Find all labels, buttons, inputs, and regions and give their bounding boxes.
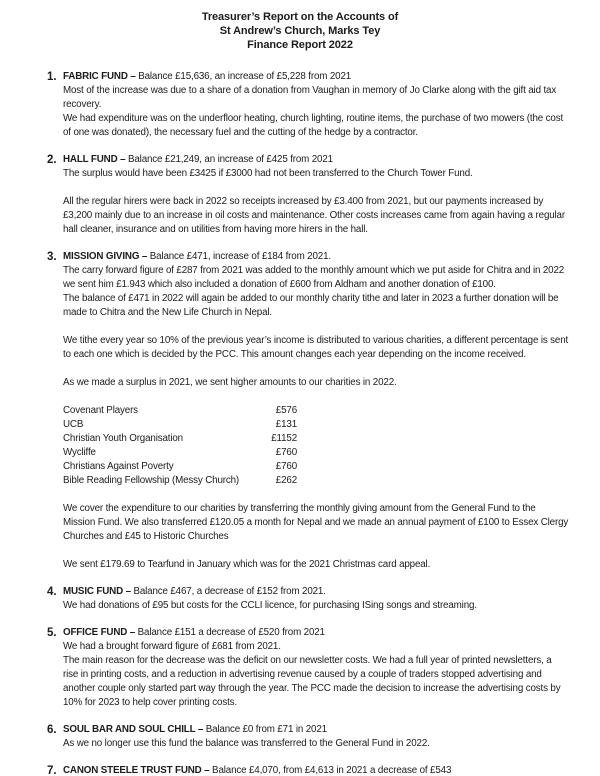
section-office-fund <box>47 626 570 710</box>
section-number: 5. <box>47 627 57 639</box>
paragraph: The main reason for the decrease was the deficit on our newsletter costs. We had a full year of printed newsletters, a rise in printing costs, and a reduction in advertising revenue caused by a couple of traders stopped advertising and another couple only started part way through the year. The PCC made the decision to increase the advertising costs by 10% for 2023 to help cover printing costs. <box>63 655 561 708</box>
section-heading-rest: Balance £467, a decrease of £152 from 2021. <box>130 586 326 597</box>
charity-name: Covenant Players <box>63 405 138 416</box>
section-soul-bar <box>47 723 570 751</box>
section-number: 2. <box>47 154 57 166</box>
section-number: 7. <box>47 765 57 776</box>
charity-amount: £131 <box>275 419 297 430</box>
paragraph: We had a brought forward figure of £681 from 2021. <box>63 641 281 652</box>
section-heading-bold: MUSIC FUND – <box>63 586 131 597</box>
section-heading-rest: Balance £15,636, an increase of £5,228 from 2021 <box>135 71 352 82</box>
section-heading <box>63 585 569 599</box>
section-heading <box>63 70 569 84</box>
title-line-1: Treasurer’s Report on the Accounts of <box>201 11 399 23</box>
charity-row <box>63 460 297 474</box>
section-heading <box>63 764 569 776</box>
section-hall-fund <box>47 153 570 237</box>
section-heading-rest: Balance £151 a decrease of £520 from 2021 <box>135 627 325 638</box>
charity-row <box>63 432 297 446</box>
title-line-3: Finance Report 2022 <box>247 39 353 51</box>
charity-name: Christian Youth Organisation <box>63 433 183 444</box>
section-number: 3. <box>47 251 57 263</box>
section-heading <box>63 626 569 640</box>
charity-name: Christians Against Poverty <box>63 461 174 472</box>
title-line-2: St Andrew’s Church, Marks Tey <box>219 25 381 37</box>
section-number: 6. <box>47 724 57 736</box>
section-heading-bold: FABRIC FUND – <box>63 71 136 82</box>
charity-row <box>63 474 297 488</box>
charity-amount: £1152 <box>271 433 297 444</box>
report-title <box>0 0 600 52</box>
charity-name: UCB <box>63 419 84 430</box>
section-heading-bold: HALL FUND – <box>63 154 126 165</box>
section-fabric-fund <box>47 70 570 140</box>
section-music-fund <box>47 585 570 613</box>
report-content <box>0 52 600 776</box>
paragraph: Most of the increase was due to a share of a donation from Vaughan in memory of Jo Clarke along with the gift aid tax recovery. <box>63 85 557 110</box>
section-heading-bold: CANON STEELE TRUST FUND – <box>63 765 210 776</box>
paragraph: The balance of £471 in 2022 will again be added to our monthly charity tithe and later in 2023 a further donation will be made to Chitra and the New Life Church in Nepal. <box>63 293 559 318</box>
charity-row <box>63 418 297 432</box>
section-heading-bold: MISSION GIVING – <box>63 251 148 262</box>
charity-row <box>63 404 297 418</box>
charity-name: Wycliffe <box>63 447 96 458</box>
paragraph: The surplus would have been £3425 if £3000 had not been transferred to the Church Tower Fund. <box>63 168 473 179</box>
section-heading <box>63 153 569 167</box>
charity-amount: £760 <box>275 447 297 458</box>
paragraph: We had donations of £95 but costs for the CCLI licence, for purchasing ISing songs and streaming. <box>63 600 477 611</box>
charity-amount: £760 <box>275 461 297 472</box>
paragraph: As we no longer use this fund the balance was transferred to the General Fund in 2022. <box>63 738 430 749</box>
paragraph: We had expenditure was on the underfloor heating, church lighting, routine items, the purchase of two mowers (the cost of one was donated), the necessary fuel and the cutting of the hedge by a contractor. <box>63 113 564 138</box>
section-heading-rest: Balance £21,249, an increase of £425 from 2021 <box>125 154 333 165</box>
section-heading-rest: Balance £471, increase of £184 from 2021. <box>147 251 331 262</box>
section-heading <box>63 250 569 264</box>
paragraph: All the regular hirers were back in 2022 so receipts increased by £3.400 from 2021, but our payments increased by £3,200 mainly due to an increase in oil costs and maintenance. Other costs increases came from again having a regular hall cleaner, insurance and on utilities from having more hirers in the hall. <box>63 196 565 235</box>
paragraph: We sent £179.69 to Tearfund in January which was for the 2021 Christmas card appeal. <box>63 559 431 570</box>
section-heading-bold: OFFICE FUND – <box>63 627 136 638</box>
section-heading-rest: Balance £0 from £71 in 2021 <box>203 724 327 735</box>
section-mission-giving <box>47 250 570 572</box>
section-number: 1. <box>47 71 57 83</box>
section-heading-rest: Balance £4,070, from £4,613 in 2021 a decrease of £543 <box>209 765 452 776</box>
paragraph: We cover the expenditure to our charities by transferring the monthly giving amount from the General Fund to the Mission Fund. We also transferred £120.05 a month for Nepal and we made an annual payment of £100 to Essex Clergy Churches and £45 to Historic Churches <box>63 503 569 542</box>
paragraph: The carry forward figure of £287 from 2021 was added to the monthly amount which we put aside for Chitra and in 2022 we sent him £1.943 which also included a donation of £600 from Aldham and another donation of £100. <box>63 265 565 290</box>
paragraph: We tithe every year so 10% of the previous year’s income is distributed to various charities, a different percentage is sent to each one which is decided by the PCC. This amount changes each year depending on the income received. <box>63 335 569 360</box>
paragraph: As we made a surplus in 2021, we sent higher amounts to our charities in 2022. <box>63 377 397 388</box>
section-heading-bold: SOUL BAR AND SOUL CHILL – <box>63 724 204 735</box>
charity-row <box>63 446 297 460</box>
charity-table <box>63 404 297 488</box>
section-heading <box>63 723 569 737</box>
charity-name: Bible Reading Fellowship (Messy Church) <box>63 475 240 486</box>
charity-amount: £262 <box>275 475 297 486</box>
section-number: 4. <box>47 586 57 598</box>
charity-amount: £576 <box>275 405 297 416</box>
section-canon-steele <box>47 764 570 776</box>
